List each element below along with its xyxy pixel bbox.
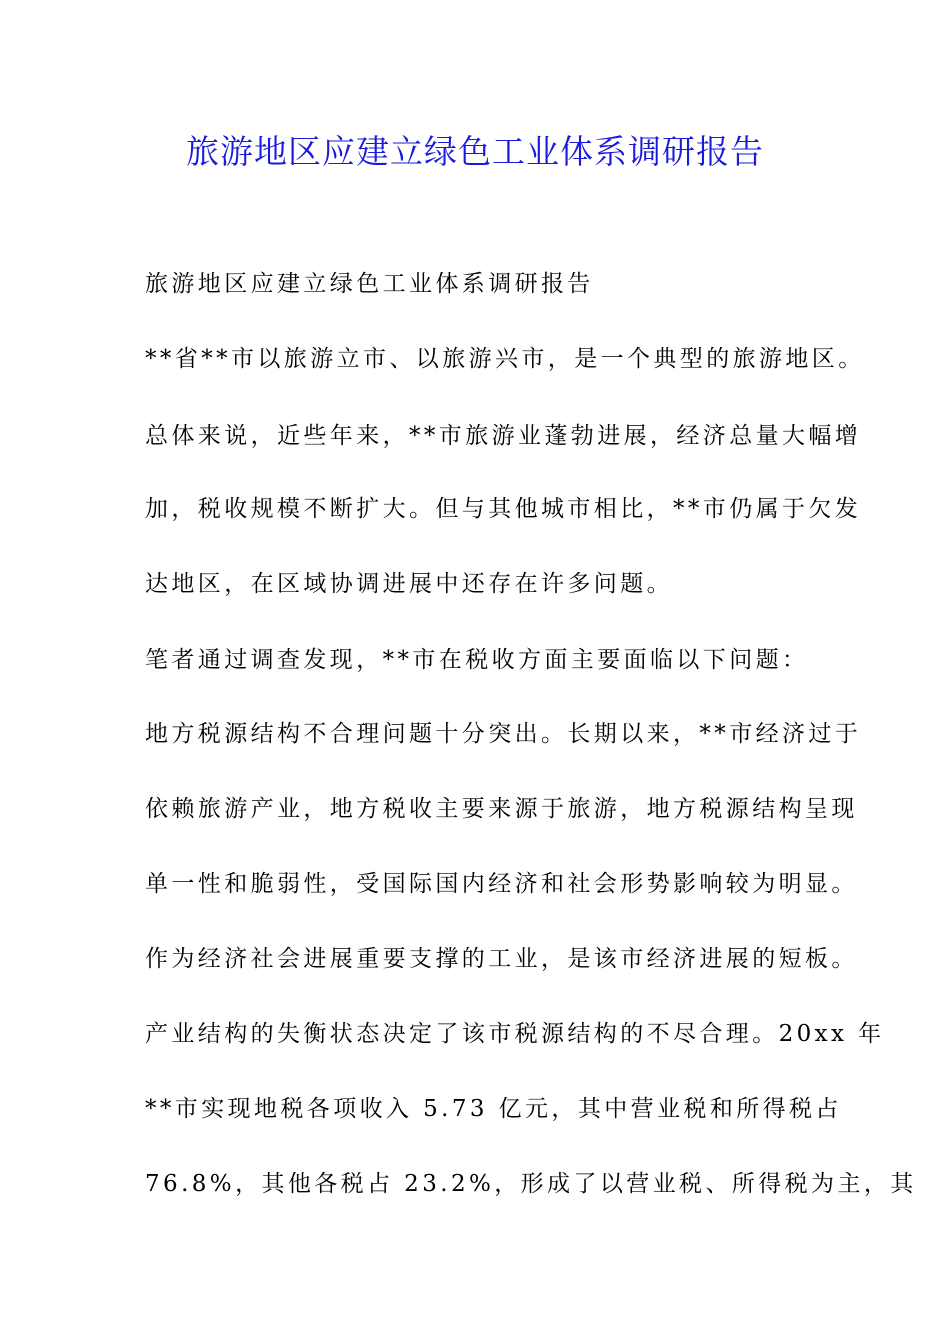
paragraph-line: 总体来说，近些年来，**市旅游业蓬勃进展，经济总量大幅增 — [145, 423, 862, 449]
paragraph-line: 76.8%，其他各税占 23.2%，形成了以营业税、所得税为主，其 — [145, 1171, 917, 1197]
subtitle-line: 旅游地区应建立绿色工业体系调研报告 — [145, 271, 594, 297]
paragraph-line: 单一性和脆弱性，受国际国内经济和社会形势影响较为明显。 — [145, 871, 858, 897]
paragraph-line: 加，税收规模不断扩大。但与其他城市相比，**市仍属于欠发 — [145, 496, 862, 522]
paragraph-line: 作为经济社会进展重要支撑的工业，是该市经济进展的短板。 — [145, 946, 858, 972]
paragraph-line: 达地区，在区域协调进展中还存在许多问题。 — [145, 571, 673, 597]
paragraph-line: 依赖旅游产业，地方税收主要来源于旅游，地方税源结构呈现 — [145, 796, 858, 822]
paragraph-line: **市实现地税各项收入 5.73 亿元，其中营业税和所得税占 — [145, 1096, 842, 1122]
paragraph-line: 地方税源结构不合理问题十分突出。长期以来，**市经济过于 — [145, 721, 862, 747]
document-title: 旅游地区应建立绿色工业体系调研报告 — [186, 132, 764, 171]
paragraph-line: 产业结构的失衡状态决定了该市税源结构的不尽合理。20xx 年 — [145, 1021, 885, 1047]
paragraph-line: 笔者通过调查发现，**市在税收方面主要面临以下问题： — [145, 647, 809, 673]
paragraph-line: **省**市以旅游立市、以旅游兴市，是一个典型的旅游地区。 — [145, 346, 865, 372]
